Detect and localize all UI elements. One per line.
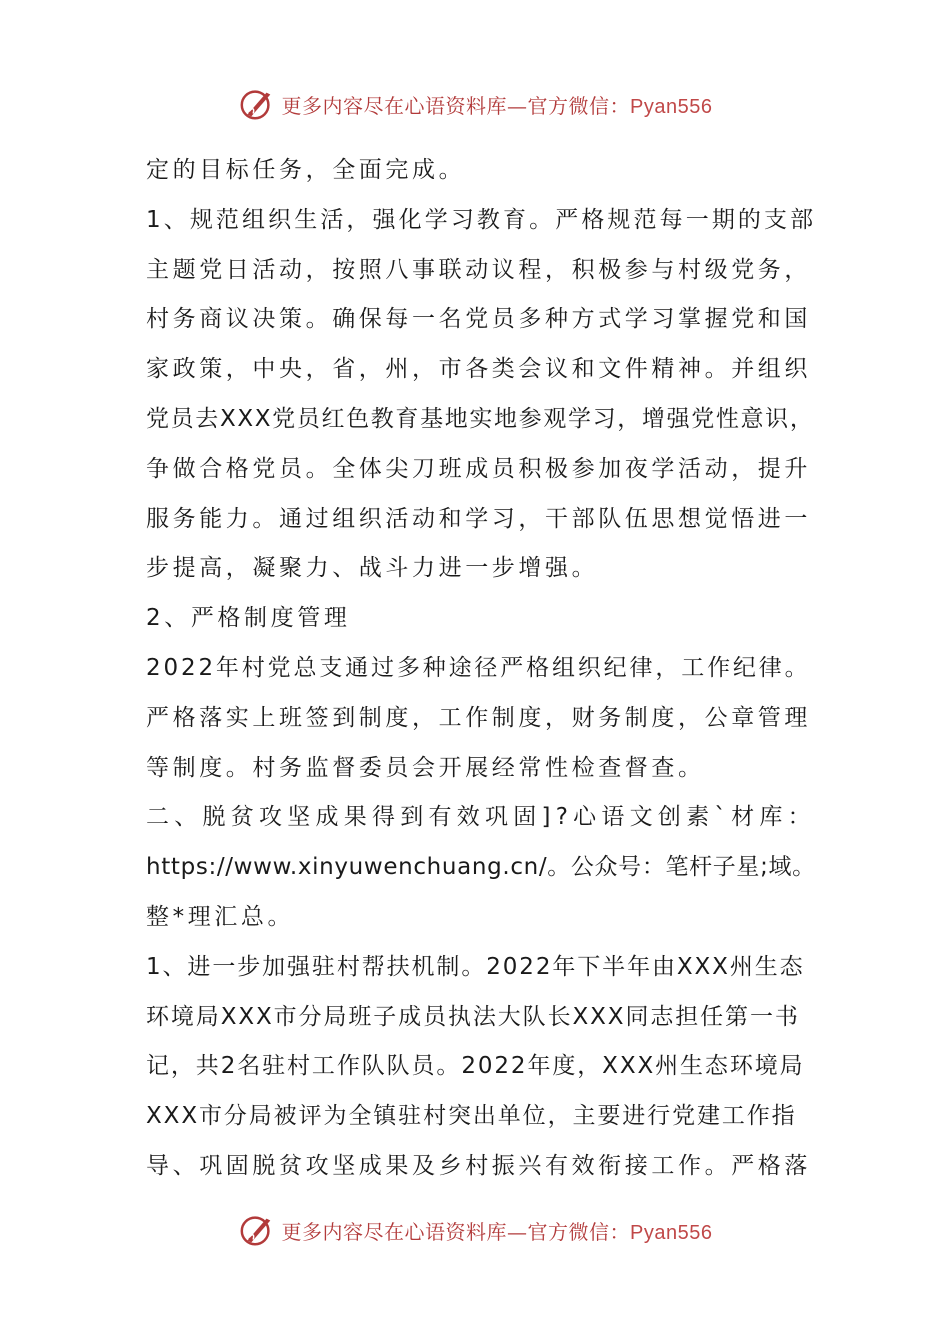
watermark-text: 更多内容尽在心语资料库—官方微信：Pyan556 xyxy=(281,93,713,118)
footer-watermark xyxy=(0,1208,950,1252)
text-line: 家政策，中央，省，州，市各类会议和文件精神。并组织 xyxy=(146,356,811,383)
header-watermark xyxy=(0,82,950,126)
text-line: 记，共2名驻村工作队队员。2022年度，XXX州生态环境局 xyxy=(146,1053,805,1080)
text-line: 村务商议决策。确保每一名党员多种方式学习掌握党和国 xyxy=(146,306,811,333)
text-line: 导、巩固脱贫攻坚成果及乡村振兴有效衔接工作。严格落 xyxy=(146,1152,811,1179)
text-line: 1、规范组织生活，强化学习教育。严格规范每一期的支部 xyxy=(146,206,817,233)
text-line: 等制度。村务监督委员会开展经常性检查督查。 xyxy=(146,754,705,781)
text-line: 党员去XXX党员红色教育基地实地参观学习，增强党性意识， xyxy=(146,405,815,432)
wechat-id: Pyan556 xyxy=(630,95,713,118)
section-heading: 二、脱贫攻坚成果得到有效巩固]?心语文创素`材库： xyxy=(146,804,816,831)
quill-pen-seal-icon xyxy=(238,1211,276,1249)
text-line: 整*理汇总。 xyxy=(146,903,295,930)
text-line: 严格落实上班签到制度，工作制度，财务制度，公章管理 xyxy=(146,704,811,731)
text-line: XXX市分局被评为全镇驻村突出单位，主要进行党建工作指 xyxy=(146,1103,797,1130)
text-line: 主题党日活动，按照八事联动议程，积极参与村级党务， xyxy=(146,256,811,283)
text-line: 2022年村党总支通过多种途径严格组织纪律，工作纪律。 xyxy=(146,654,811,681)
text-line: 服务能力。通过组织活动和学习，干部队伍思想觉悟进一 xyxy=(146,505,811,532)
text-line: 1、进一步加强驻村帮扶机制。2022年下半年由XXX州生态 xyxy=(146,953,805,980)
text-line: 定的目标任务，全面完成。 xyxy=(146,157,466,183)
text-line: 环境局XXX市分局班子成员执法大队长XXX同志担任第一书 xyxy=(146,1003,800,1030)
text-line: https://www.xinyuwenchuang.cn/。公众号：笔杆子星;域。 xyxy=(146,854,816,881)
section-heading: 2、严格制度管理 xyxy=(146,605,351,632)
quill-pen-seal-icon xyxy=(238,85,276,123)
text-line: 步提高，凝聚力、战斗力进一步增强。 xyxy=(146,555,599,582)
text-line: 争做合格党员。全体尖刀班成员积极参加夜学活动，提升 xyxy=(146,455,811,482)
document-body xyxy=(146,146,816,1192)
wechat-id: Pyan556 xyxy=(630,1221,713,1244)
watermark-text: 更多内容尽在心语资料库—官方微信：Pyan556 xyxy=(281,1219,713,1244)
